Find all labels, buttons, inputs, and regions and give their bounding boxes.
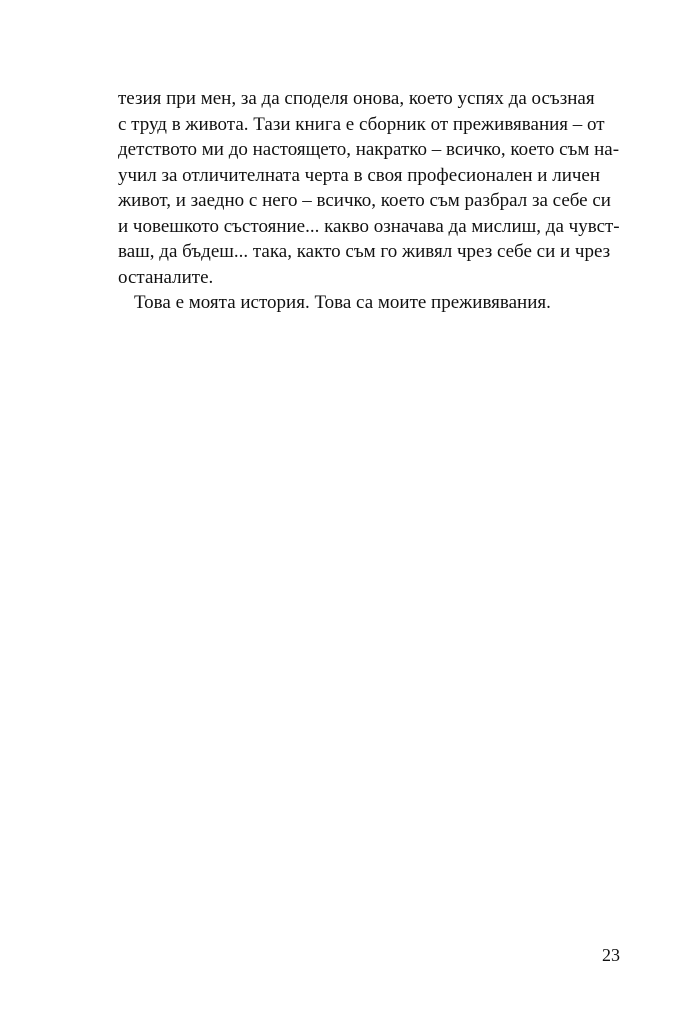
text-line: Това е моята история. Това са моите преживявания. xyxy=(134,292,551,313)
paragraph-1 xyxy=(118,86,620,290)
page-number: 23 xyxy=(602,945,620,965)
text-line: детството ми до настоящето, накратко – всичко, което съм на- xyxy=(118,139,620,160)
text-line: учил за отличителната черта в своя професионален и личен xyxy=(118,164,601,186)
text-line: и човешкото състояние... какво означава да мислиш, да чувст- xyxy=(118,215,620,237)
text-line: живот, и заедно с него – всичко, което съм разбрал за себе си xyxy=(118,190,611,211)
paragraph-2 xyxy=(118,290,579,316)
text-line: с труд в живота. Тази книга е сборник от преживявания – от xyxy=(118,113,605,135)
body-text xyxy=(118,86,620,316)
text-line: тезия при мен, за да споделя онова, което успях да осъзная xyxy=(118,88,595,109)
text-line: ваш, да бъдеш... така, както съм го живял чрез себе си и чрез xyxy=(118,241,611,262)
text-line: останалите. xyxy=(118,266,214,288)
